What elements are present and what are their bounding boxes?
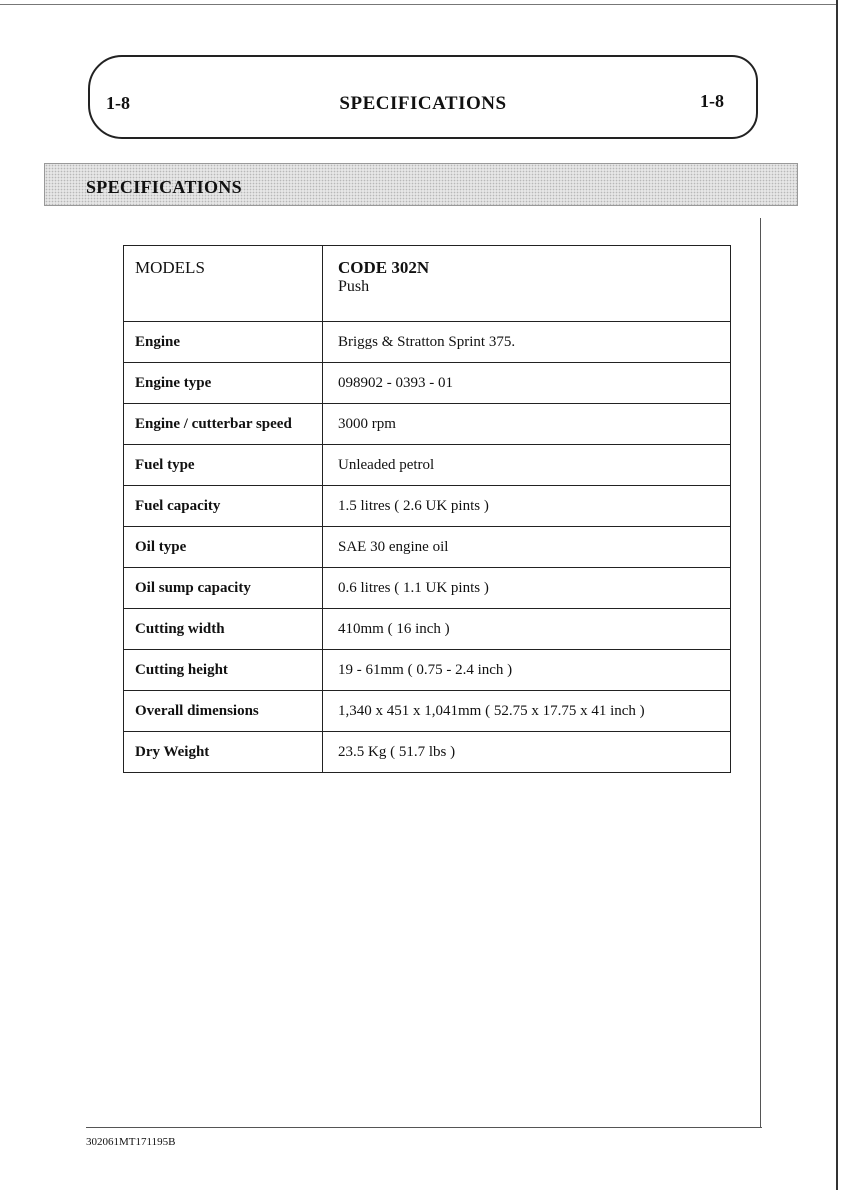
row-value: SAE 30 engine oil — [323, 527, 731, 568]
table-row — [124, 404, 731, 445]
footer-rule — [86, 1127, 762, 1128]
row-label: Oil type — [124, 527, 323, 568]
row-label: Engine type — [124, 363, 323, 404]
row-label: Engine / cutterbar speed — [124, 404, 323, 445]
table-row — [124, 527, 731, 568]
row-value: Briggs & Stratton Sprint 375. — [323, 322, 731, 363]
table-row — [124, 568, 731, 609]
table-row — [124, 322, 731, 363]
row-label: Oil sump capacity — [124, 568, 323, 609]
model-code-cell — [323, 246, 731, 322]
specifications-table — [123, 245, 731, 773]
row-value: 0.6 litres ( 1.1 UK pints ) — [323, 568, 731, 609]
row-label: Fuel type — [124, 445, 323, 486]
top-rule — [0, 4, 836, 5]
table-row — [124, 691, 731, 732]
right-margin-rule — [760, 218, 761, 1128]
row-label: Overall dimensions — [124, 691, 323, 732]
model-code: CODE 302N — [338, 258, 430, 277]
row-value: 1.5 litres ( 2.6 UK pints ) — [323, 486, 731, 527]
page-right-edge — [836, 0, 838, 1190]
row-label: Dry Weight — [124, 732, 323, 773]
row-label: Engine — [124, 322, 323, 363]
section-number-right: 1-8 — [700, 91, 724, 111]
row-label: Fuel capacity — [124, 486, 323, 527]
page-title: SPECIFICATIONS — [339, 93, 507, 114]
table-row — [124, 732, 731, 773]
table-row — [124, 650, 731, 691]
row-value: 3000 rpm — [323, 404, 731, 445]
table-row — [124, 445, 731, 486]
section-heading: SPECIFICATIONS — [86, 177, 242, 197]
row-value: 098902 - 0393 - 01 — [323, 363, 731, 404]
row-value: 410mm ( 16 inch ) — [323, 609, 731, 650]
page-header — [88, 55, 758, 139]
row-value: 23.5 Kg ( 51.7 lbs ) — [323, 732, 731, 773]
row-value: Unleaded petrol — [323, 445, 731, 486]
row-label: Cutting height — [124, 650, 323, 691]
section-number-left: 1-8 — [106, 93, 130, 113]
row-value: 1,340 x 451 x 1,041mm ( 52.75 x 17.75 x 41 inch ) — [323, 691, 731, 732]
row-value: 19 - 61mm ( 0.75 - 2.4 inch ) — [323, 650, 731, 691]
table-row — [124, 609, 731, 650]
models-header — [124, 246, 323, 322]
document-code: 302061MT171195B — [86, 1136, 176, 1148]
table-row — [124, 363, 731, 404]
section-banner — [44, 163, 798, 206]
table-row — [124, 486, 731, 527]
table-header-row — [124, 246, 731, 322]
models-header-text: MODELS — [135, 258, 205, 277]
row-label: Cutting width — [124, 609, 323, 650]
model-variant: Push — [338, 278, 370, 295]
